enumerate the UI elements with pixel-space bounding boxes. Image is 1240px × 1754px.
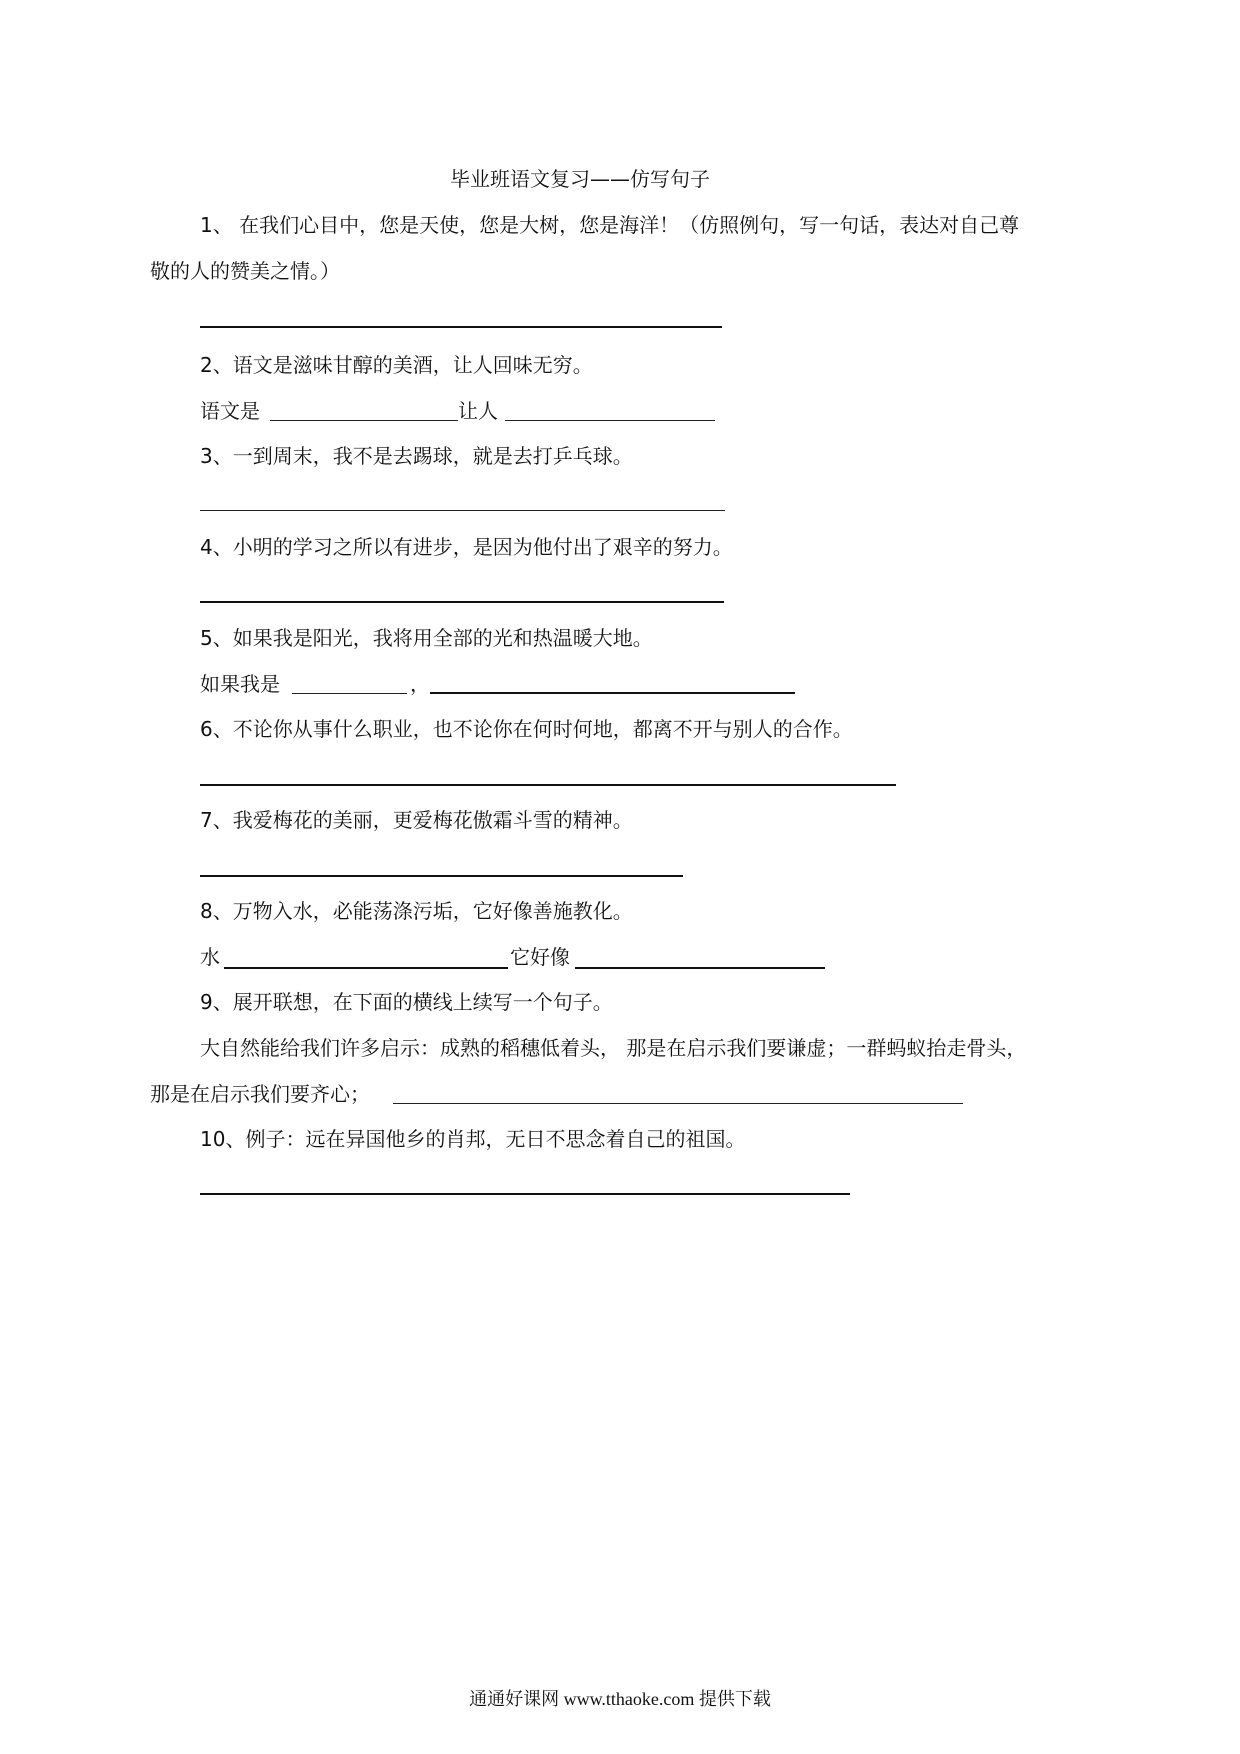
- answer-blank-5a[interactable]: [292, 693, 407, 694]
- question-7: 7、我爱梅花的美丽，更爱梅花傲霜斗雪的精神。: [200, 808, 633, 832]
- question-9-passage-line1: 大自然能给我们许多启示：成熟的稻穗低着头， 那是在启示我们要谦虚；一群蚂蚁抬走骨头，: [200, 1036, 1027, 1060]
- question-1-line1: 1、 在我们心目中，您是天使，您是大树，您是海洋！（仿照例句，写一句话，表达对自己尊: [200, 213, 1020, 237]
- question-8: 8、万物入水，必能荡涤污垢，它好像善施教化。: [200, 899, 633, 923]
- question-2-mid: 让人: [458, 399, 498, 423]
- question-8-mid: 它好像: [510, 945, 570, 969]
- question-3: 3、一到周末，我不是去踢球，就是去打乒乓球。: [200, 444, 633, 468]
- question-2: 2、语文是滋味甘醇的美酒，让人回味无穷。: [200, 353, 593, 377]
- question-9: 9、展开联想，在下面的横线上续写一个句子。: [200, 990, 613, 1014]
- footer-credit[interactable]: 通通好课网 www.tthaoke.com 提供下载: [469, 1689, 771, 1709]
- answer-line-10[interactable]: [200, 1193, 850, 1195]
- answer-blank-2a[interactable]: [270, 420, 458, 421]
- answer-blank-9[interactable]: [393, 1103, 963, 1104]
- question-4: 4、小明的学习之所以有进步，是因为他付出了艰辛的努力。: [200, 535, 733, 559]
- answer-blank-8b[interactable]: [575, 967, 825, 969]
- answer-line-1[interactable]: [200, 326, 722, 328]
- question-5-prefix: 如果我是: [200, 672, 280, 696]
- question-6: 6、不论你从事什么职业，也不论你在何时何地，都离不开与别人的合作。: [200, 717, 853, 741]
- question-8-prefix: 水: [200, 945, 220, 969]
- answer-line-4[interactable]: [200, 601, 724, 603]
- answer-line-3[interactable]: [200, 510, 725, 511]
- question-2-prefix: 语文是: [200, 399, 260, 423]
- question-1-line2: 敬的人的赞美之情。）: [150, 259, 340, 283]
- question-5-comma: ，: [410, 672, 430, 696]
- answer-blank-5b[interactable]: [430, 692, 795, 694]
- answer-blank-2b[interactable]: [505, 420, 715, 421]
- answer-blank-8a[interactable]: [224, 967, 508, 969]
- answer-line-7[interactable]: [200, 875, 683, 877]
- question-9-passage-line2: 那是在启示我们要齐心；: [150, 1082, 370, 1106]
- question-5: 5、如果我是阳光，我将用全部的光和热温暖大地。: [200, 626, 653, 650]
- answer-line-6[interactable]: [200, 784, 896, 786]
- page-title: 毕业班语文复习——仿写句子: [450, 167, 710, 191]
- question-10: 10、例子：远在异国他乡的肖邦，无日不思念着自己的祖国。: [200, 1127, 746, 1151]
